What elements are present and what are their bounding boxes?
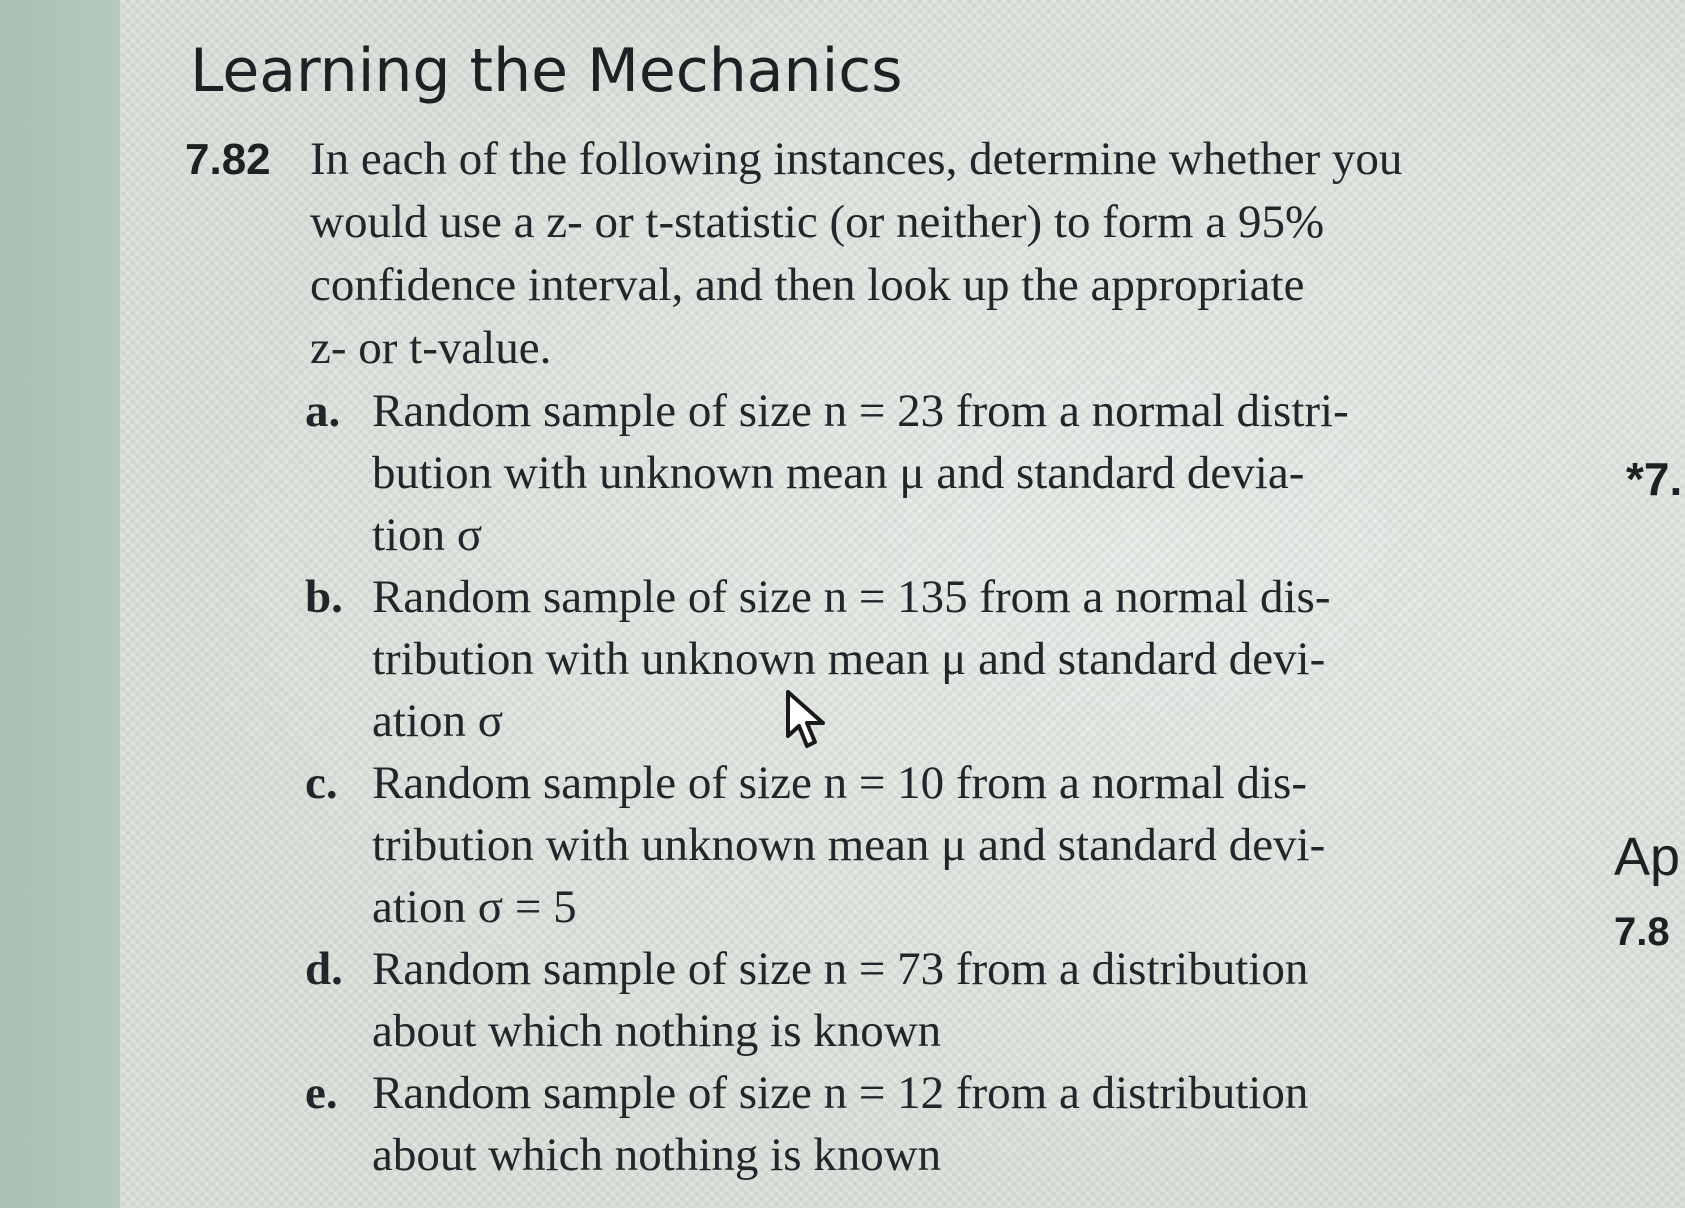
mouse-pointer-icon <box>785 690 831 755</box>
margin-section-fragment: Ap <box>1614 827 1681 887</box>
margin-problem-ref-top: *7. <box>1626 453 1683 505</box>
instructions-line: z- or t-value. <box>310 322 552 374</box>
part-line: tion σ <box>372 509 483 561</box>
part-line: Random sample of size n = 10 from a normal dis- <box>372 757 1307 809</box>
part-letter: e. <box>305 1067 338 1119</box>
part-line: Random sample of size n = 135 from a normal dis- <box>372 571 1331 623</box>
section-heading: Learning the Mechanics <box>190 36 903 106</box>
part-letter: c. <box>305 757 338 809</box>
part-line: bution with unknown mean μ and standard devia- <box>372 447 1305 499</box>
part-e <box>305 1062 1685 1186</box>
part-line: Random sample of size n = 12 from a distribution <box>372 1067 1309 1119</box>
part-line: ation σ <box>372 695 504 747</box>
part-b <box>305 566 1685 752</box>
part-line: Random sample of size n = 23 from a normal distri- <box>372 385 1349 437</box>
part-a <box>305 380 1685 566</box>
part-line: Random sample of size n = 73 from a distribution <box>372 943 1309 995</box>
part-d <box>305 938 1685 1062</box>
part-letter: b. <box>305 571 343 623</box>
instructions-line: would use a z- or t-statistic (or neither) to form a 95% <box>310 196 1325 248</box>
instructions-line: In each of the following instances, determine whether you <box>310 133 1403 185</box>
margin-problem-ref-bottom: 7.8 <box>1614 910 1670 954</box>
part-line: tribution with unknown mean μ and standard devi- <box>372 633 1326 685</box>
part-line: about which nothing is known <box>372 1005 942 1057</box>
part-letter: d. <box>305 943 343 995</box>
exercise-parts-list <box>305 380 1685 1186</box>
instructions-line: confidence interval, and then look up the appropriate <box>310 259 1305 311</box>
part-line: about which nothing is known <box>372 1129 942 1181</box>
part-letter: a. <box>305 385 341 437</box>
exercise-number: 7.82 <box>185 135 271 184</box>
part-c <box>305 752 1685 938</box>
part-line: ation σ = 5 <box>372 881 577 933</box>
part-line: tribution with unknown mean μ and standard devi- <box>372 819 1326 871</box>
exercise-instructions <box>310 128 1685 380</box>
